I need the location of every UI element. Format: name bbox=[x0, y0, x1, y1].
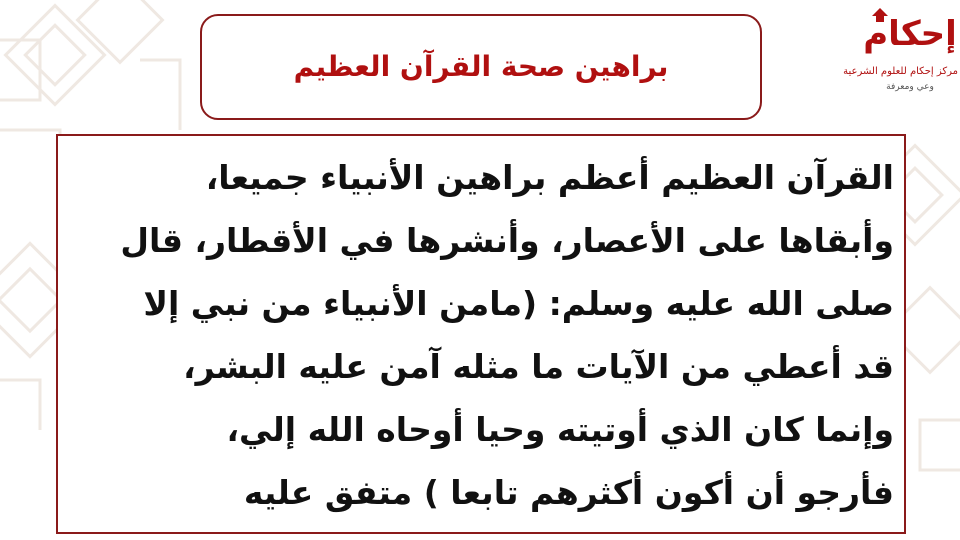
logo-name: إحكام bbox=[863, 14, 957, 54]
logo-subtitle: مركز إحكام للعلوم الشرعية bbox=[843, 66, 958, 77]
content-line-1: القرآن العظيم أعظم براهين الأنبياء جميعا، bbox=[205, 158, 894, 197]
content-line-5: وإنما كان الذي أوتيته وحيا أوحاه الله إلي، bbox=[226, 410, 894, 449]
content-line-2: وأبقاها على الأعصار، وأنشرها في الأقطار، قال bbox=[120, 221, 894, 260]
content-line-3: صلى الله عليه وسلم: (مامن الأنبياء من نبي إلا bbox=[143, 284, 894, 323]
content-line-4: قد أعطي من الآيات ما مثله آمن عليه البشر، bbox=[183, 347, 894, 386]
logo bbox=[843, 6, 958, 98]
content-line-6: فأرجو أن أكون أكثرهم تابعا ) متفق عليه bbox=[243, 473, 894, 512]
title-box bbox=[200, 14, 762, 120]
content-box bbox=[56, 134, 906, 534]
logo-tagline: وعي ومعرفة bbox=[886, 82, 934, 92]
page-title: براهين صحة القرآن العظيم bbox=[293, 50, 669, 83]
